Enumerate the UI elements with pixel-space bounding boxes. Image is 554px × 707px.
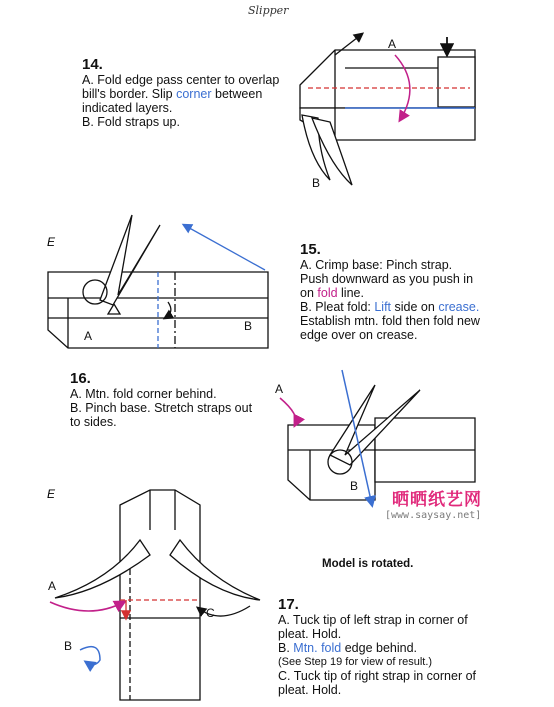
step-16-a: A. Mtn. fold corner behind. [70, 387, 217, 401]
fig15-label-b: B [244, 319, 253, 333]
watermark-title: 晒晒纸艺网 [392, 490, 482, 509]
mtn-fold-term: Mtn. fold [293, 641, 342, 655]
step-17-number: 17. [278, 596, 299, 613]
fig17-label-b: B [64, 639, 73, 653]
fig17-label-e: E [47, 487, 56, 501]
fig16-label-a: A [275, 382, 284, 396]
watermark-url: [www.saysay.net] [385, 510, 482, 521]
fig17-body [120, 490, 200, 700]
step-14-number: 14. [82, 56, 103, 73]
step-16-b: B. Pinch base. Stretch straps out to sides. [70, 401, 253, 429]
rotated-note: Model is rotated. [322, 558, 414, 570]
figure-step-17 [50, 490, 260, 700]
step-17-b: B. Mtn. fold edge behind. [278, 641, 417, 655]
corner-term: corner [176, 87, 212, 101]
fig17-mtn-arrow [80, 647, 100, 665]
fig15-label-a: A [84, 329, 93, 343]
fig16-curl-arrow [280, 398, 296, 425]
figure-step-15 [48, 215, 268, 348]
lift-term: Lift [374, 300, 392, 314]
step-15-number: 15. [300, 241, 321, 258]
fig17-left-tuck-arrow [50, 602, 124, 611]
fig15-label-e: E [47, 235, 56, 249]
fig16-label-b: B [350, 479, 359, 493]
crease-term: crease. [438, 300, 480, 314]
step-14-a: A. Fold edge pass center to overlap bill's border. Slip corner between indicated layers. [82, 73, 280, 115]
step-15-a: A. Crimp base: Pinch strap. Push downward as you push in on fold line. [300, 258, 474, 300]
fig14-label-a: A [388, 37, 397, 51]
step-15-b: B. Pleat fold: Lift side on crease. Establish mtn. fold then fold new edge over on crease. [300, 300, 480, 342]
step-17-a: A. Tuck tip of left strap in corner of pleat. Hold. [278, 613, 468, 641]
fig14-flap [438, 57, 475, 107]
step-14-b: B. Fold straps up. [82, 115, 180, 129]
step-16-number: 16. [70, 370, 91, 387]
step-17-c: C. Tuck tip of right strap in corner of pleat. Hold. [278, 669, 476, 697]
page-header: Slipper [248, 4, 289, 17]
fig15-blue-arrow [184, 225, 265, 270]
fig17-label-c: C [206, 606, 215, 620]
figure-step-14 [300, 34, 475, 185]
fig17-label-a: A [48, 579, 57, 593]
fold-term: fold [317, 286, 338, 300]
step-17-note: (See Step 19 for view of result.) [278, 656, 433, 668]
fig14-label-b: B [312, 176, 321, 190]
figure-step-16 [280, 370, 475, 505]
